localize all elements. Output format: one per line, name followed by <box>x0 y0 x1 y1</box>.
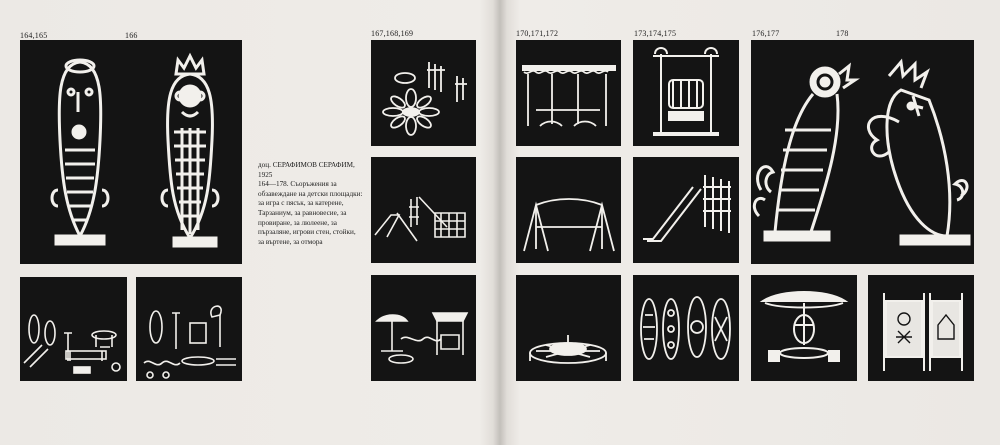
plate-number-167-169: 167,168,169 <box>371 29 414 38</box>
caption-author: доц. СЕРАФИМОВ СЕРАФИМ, <box>258 161 355 169</box>
photo-rooster-climbers <box>751 40 974 264</box>
photo-canopy-structures <box>371 275 476 381</box>
photo-balance-frame <box>516 157 621 263</box>
book-gutter <box>493 0 507 445</box>
photo-swing <box>633 40 739 146</box>
caption-block <box>258 161 363 247</box>
plate-number-164-165: 164,165 <box>20 31 48 40</box>
plate-number-178: 178 <box>836 29 849 38</box>
photo-rotating-platform <box>516 275 621 381</box>
photo-playground-model-2 <box>136 277 242 381</box>
photo-slide <box>633 157 739 263</box>
plate-number-166: 166 <box>125 31 138 40</box>
plate-number-173-175: 173,174,175 <box>634 29 677 38</box>
caption-description: 164—178. Съоръжения за обзавеждане на детски площадки: за игра с пясък, за катерене, Тарзаниум, за равновесие, за провиране, за люлеене, за пързаляне, игрови стен, стойки, за въртене, за отмора <box>258 180 363 246</box>
photo-playground-model-1 <box>20 277 127 381</box>
photo-slide-climbing-frame <box>371 157 476 263</box>
photo-carousel <box>751 275 857 381</box>
plate-number-176-177: 176,177 <box>752 29 780 38</box>
photo-painted-panels <box>868 275 974 381</box>
photo-sandbox-flower <box>371 40 476 146</box>
caption-year: 1925 <box>258 170 273 179</box>
plate-number-170-172: 170,171,172 <box>516 29 559 38</box>
photo-totem-climbers <box>20 40 242 264</box>
photo-canopy-bench <box>516 40 621 146</box>
photo-play-walls <box>633 275 739 381</box>
